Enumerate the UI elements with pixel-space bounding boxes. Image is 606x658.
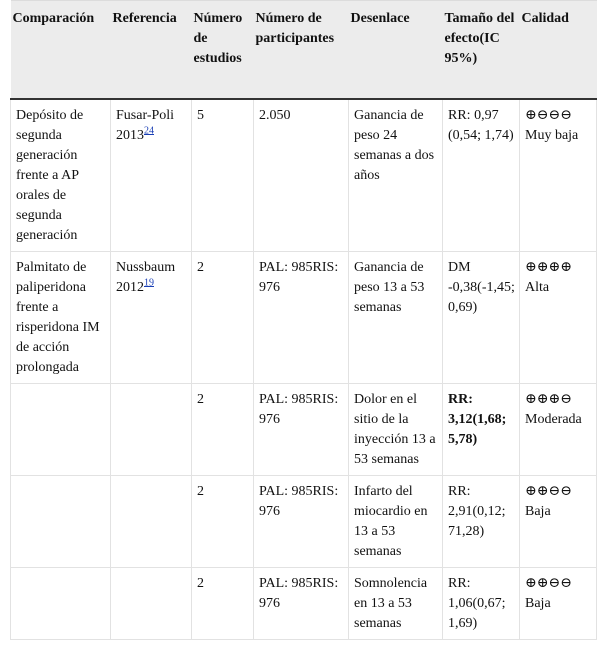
quality-label: Muy baja xyxy=(525,128,579,143)
cell-outcome: Dolor en el sitio de la inyección 13 a 53 semanas xyxy=(349,384,443,476)
cell-quality xyxy=(520,252,597,384)
cell-outcome: Ganancia de peso 13 a 53 semanas xyxy=(349,252,443,384)
cell-reference xyxy=(111,99,192,252)
cell-quality xyxy=(520,99,597,252)
quality-symbols: ⊕⊖⊖⊖ xyxy=(525,108,572,123)
cell-quality xyxy=(520,476,597,568)
cell-reference xyxy=(111,384,192,476)
cell-effect: RR: 0,97 (0,54; 1,74) xyxy=(443,99,520,252)
quality-label: Moderada xyxy=(525,412,582,427)
table-row xyxy=(11,99,597,252)
cell-quality xyxy=(520,384,597,476)
cell-studies: 2 xyxy=(192,476,254,568)
cell-reference xyxy=(111,476,192,568)
table-row xyxy=(11,252,597,384)
quality-symbols: ⊕⊕⊕⊖ xyxy=(525,392,572,407)
cell-quality xyxy=(520,568,597,640)
cell-outcome: Ganancia de peso 24 semanas a dos años xyxy=(349,99,443,252)
quality-symbols: ⊕⊕⊖⊖ xyxy=(525,484,572,499)
reference-link[interactable]: 24 xyxy=(144,125,154,137)
cell-comparison xyxy=(11,384,111,476)
cell-comparison xyxy=(11,476,111,568)
evidence-table xyxy=(10,0,597,640)
cell-participants: PAL: 985RIS: 976 xyxy=(254,252,349,384)
cell-studies: 2 xyxy=(192,384,254,476)
header-studies: Número de estudios xyxy=(192,1,254,100)
cell-effect: RR: 3,12(1,68; 5,78) xyxy=(443,384,520,476)
header-effect: Tamaño del efecto(IC 95%) xyxy=(443,1,520,100)
reference-text: Fusar-Poli 2013 xyxy=(116,108,175,143)
cell-reference xyxy=(111,568,192,640)
reference-link[interactable]: 19 xyxy=(144,277,154,289)
quality-label: Baja xyxy=(525,504,551,519)
cell-effect: RR: 1,06(0,67; 1,69) xyxy=(443,568,520,640)
cell-effect: DM -0,38(-1,45; 0,69) xyxy=(443,252,520,384)
cell-effect: RR: 2,91(0,12; 71,28) xyxy=(443,476,520,568)
header-comparison: Comparación xyxy=(11,1,111,100)
header-outcome: Desenlace xyxy=(349,1,443,100)
cell-comparison: Depósito de segunda generación frente a AP orales de segunda generación xyxy=(11,99,111,252)
quality-label: Baja xyxy=(525,596,551,611)
cell-reference xyxy=(111,252,192,384)
cell-participants: PAL: 985RIS: 976 xyxy=(254,568,349,640)
quality-symbols: ⊕⊕⊕⊕ xyxy=(525,260,572,275)
cell-studies: 2 xyxy=(192,252,254,384)
quality-label: Alta xyxy=(525,280,550,295)
header-quality: Calidad xyxy=(520,1,597,100)
header-row xyxy=(11,1,597,100)
cell-comparison: Palmitato de paliperidona frente a risperidona IM de acción prolongada xyxy=(11,252,111,384)
cell-studies: 5 xyxy=(192,99,254,252)
cell-participants: PAL: 985RIS: 976 xyxy=(254,476,349,568)
reference-text: Nussbaum 2012 xyxy=(116,260,176,295)
cell-outcome: Somnolencia en 13 a 53 semanas xyxy=(349,568,443,640)
cell-participants: 2.050 xyxy=(254,99,349,252)
table-row xyxy=(11,384,597,476)
cell-studies: 2 xyxy=(192,568,254,640)
header-participants: Número de participantes xyxy=(254,1,349,100)
quality-symbols: ⊕⊕⊖⊖ xyxy=(525,576,572,591)
table-row xyxy=(11,476,597,568)
cell-participants: PAL: 985RIS: 976 xyxy=(254,384,349,476)
table-row xyxy=(11,568,597,640)
cell-comparison xyxy=(11,568,111,640)
header-reference: Referencia xyxy=(111,1,192,100)
cell-outcome: Infarto del miocardio en 13 a 53 semanas xyxy=(349,476,443,568)
